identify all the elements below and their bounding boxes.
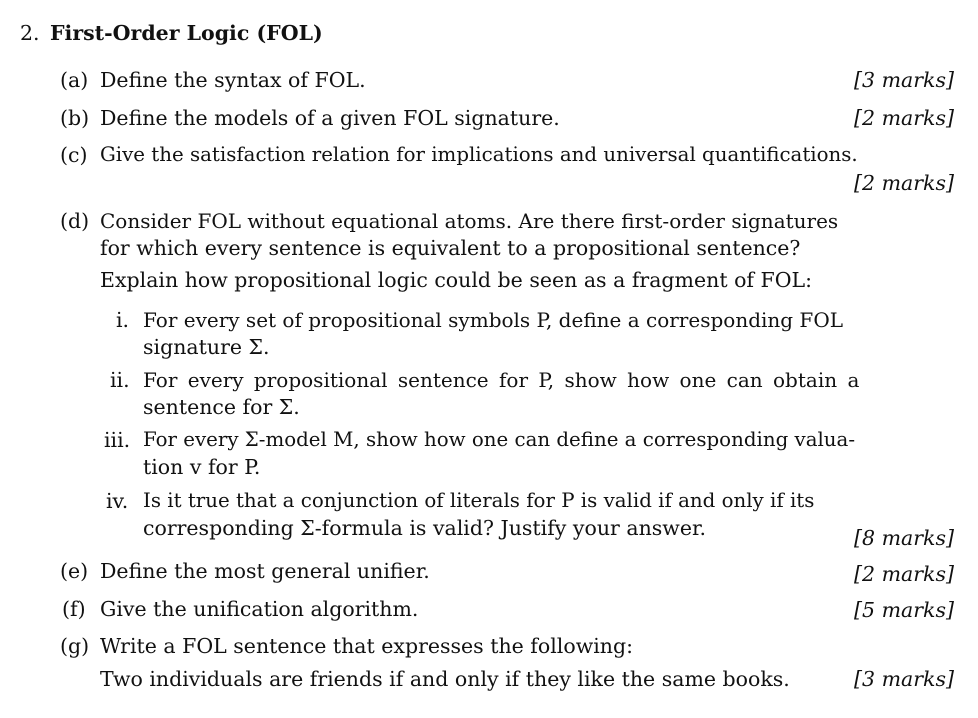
part-d-line2: for which every sentence is equivalent to a propositional sentence? [100,236,801,260]
part-g-label: (g) [60,634,90,658]
part-d-ii-label: ii. [110,368,130,392]
part-e-label: (e) [60,559,89,583]
part-d-iv-line1: Is it true that a conjunction of literals for P is valid if and only if its [143,489,815,512]
part-b-label: (b) [60,106,90,130]
part-d-line3: Explain how propositional logic could be seen as a fragment of FOL: [100,268,813,292]
part-d-iii-line2: tion v for P. [143,455,261,479]
part-b-marks: [2 marks] [854,106,954,130]
part-d-line1: Consider FOL without equational atoms. Are there first-order signatures [100,209,839,233]
part-a-label: (a) [60,68,89,92]
part-d-ii-line2: sentence for Σ. [143,395,300,419]
part-f-text: Give the unification algorithm. [100,597,419,621]
part-c-text: Give the satisfaction relation for implications and universal quantifications. [100,143,858,166]
part-e-text: Define the most general unifier. [100,559,430,583]
question-title: First-Order Logic (FOL) [50,21,323,45]
part-d-ii-line1: For every propositional sentence for P, show how one can obtain a [143,368,860,392]
part-f-marks: [5 marks] [854,598,954,622]
part-d-i-line1: For every set of propositional symbols P, define a corresponding FOL [143,308,843,332]
part-d-i-line2: signature Σ. [143,335,270,359]
part-g-marks: [3 marks] [854,667,954,691]
part-d-iv-label: iv. [106,489,129,513]
part-g-line2: Two individuals are friends if and only if they like the same books. [100,667,790,691]
part-a-marks: [3 marks] [854,68,954,92]
part-c-label: (c) [60,143,88,167]
question-number: 2. [20,21,40,45]
part-a-text: Define the syntax of FOL. [100,68,366,92]
part-b-text: Define the models of a given FOL signature. [100,106,560,130]
part-e-marks: [2 marks] [854,562,954,586]
part-g-line1: Write a FOL sentence that expresses the following: [100,634,634,658]
part-d-iv-line2: corresponding Σ-formula is valid? Justify your answer. [143,516,707,540]
part-f-label: (f) [62,597,86,621]
part-d-i-label: i. [116,308,130,332]
part-d-iii-line1: For every Σ-model M, show how one can define a corresponding valua- [143,428,856,451]
part-d-label: (d) [60,209,90,233]
part-c-marks: [2 marks] [854,171,954,195]
part-d-iii-label: iii. [104,428,131,452]
part-d-marks: [8 marks] [854,526,954,550]
